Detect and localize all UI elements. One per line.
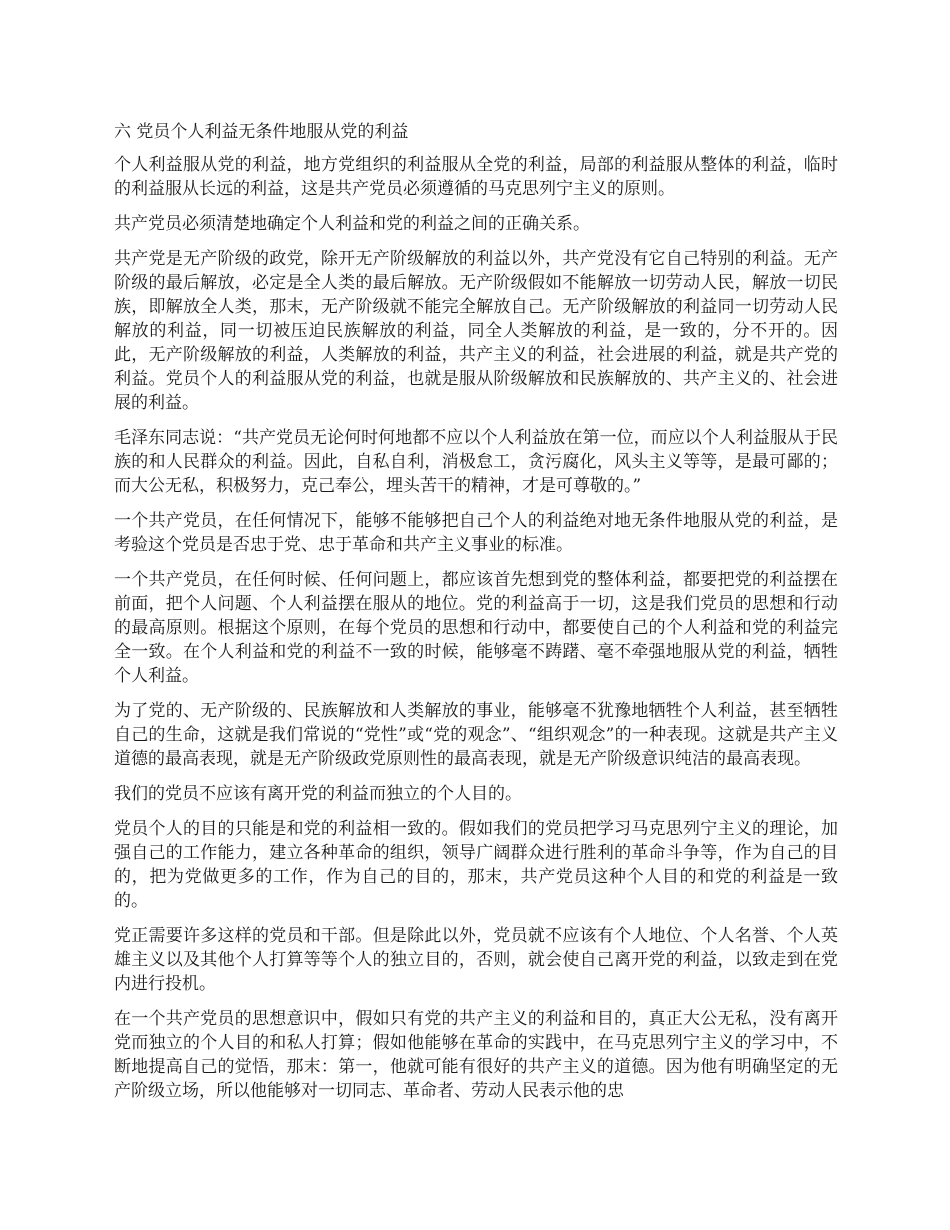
section-title: 六 党员个人利益无条件地服从党的利益	[114, 122, 409, 142]
paragraph-1: 个人利益服从党的利益，地方党组织的利益服从全党的利益，局部的利益服从整体的利益，临时的利益服从长远的利益，这是共产党员必须遵循的马克思列宁主义的原则。	[114, 155, 838, 199]
document-page	[114, 120, 838, 1114]
paragraph-7: 为了党的、无产阶级的、民族解放和人类解放的事业，能够毫不犹豫地牺牲个人利益，甚至牺牲自己的生命，这就是我们常说的“党性”或“党的观念”、“组织观念”的一种表现。这就是共产主义道德的最高表现，就是无产阶级政党原则性的最高表现，就是无产阶级意识纯洁的最高表现。	[114, 701, 838, 769]
paragraph-10: 党正需要许多这样的党员和干部。但是除此以外，党员就不应该有个人地位、个人名誉、个人英雄主义以及其他个人打算等等个人的独立目的，否则，就会使自己离开党的利益，以致走到在党内进行投机。	[114, 926, 838, 994]
paragraph-2: 共产党员必须清楚地确定个人利益和党的利益之间的正确关系。	[114, 214, 590, 234]
paragraph-5: 一个共产党员，在任何情况下，能够不能够把自己个人的利益绝对地无条件地服从党的利益，是考验这个党员是否忠于党、忠于革命和共产主义事业的标准。	[114, 511, 838, 555]
paragraph-9: 党员个人的目的只能是和党的利益相一致的。假如我们的党员把学习马克思列宁主义的理论，加强自己的工作能力，建立各种革命的组织，领导广阔群众进行胜利的革命斗争等，作为自己的目的，把为党做更多的工作，作为自己的目的，那末，共产党员这种个人目的和党的利益是一致的。	[114, 819, 838, 911]
paragraph-4: 毛泽东同志说：“共产党员无论何时何地都不应以个人利益放在第一位，而应以个人利益服从于民族的和人民群众的利益。因此，自私自利，消极怠工，贪污腐化，风头主义等等，是最可鄙的；而大公无私，积极努力，克己奉公，埋头苦干的精神，才是可尊敬的。”	[114, 428, 838, 496]
paragraph-6: 一个共产党员，在任何时候、任何问题上，都应该首先想到党的整体利益，都要把党的利益摆在前面，把个人问题、个人利益摆在服从的地位。党的利益高于一切，这是我们党员的思想和行动的最高原则。根据这个原则，在每个党员的思想和行动中，都要使自己的个人利益和党的利益完全一致。在个人利益和党的利益不一致的时候，能够毫不踌躇、毫不牵强地服从党的利益，牺牲个人利益。	[114, 570, 838, 686]
paragraph-8: 我们的党员不应该有离开党的利益而独立的个人目的。	[114, 784, 522, 804]
paragraph-3: 共产党是无产阶级的政党，除开无产阶级解放的利益以外，共产党没有它自己特别的利益。无产阶级的最后解放，必定是全人类的最后解放。无产阶级假如不能解放一切劳动人民，解放一切民族，即解放全人类，那末，无产阶级就不能完全解放自己。无产阶级解放的利益同一切劳动人民解放的利益，同一切被压迫民族解放的利益，同全人类解放的利益，是一致的，分不开的。因此，无产阶级解放的利益，人类解放的利益，共产主义的利益，社会进展的利益，就是共产党的利益。党员个人的利益服从党的利益，也就是服从阶级解放和民族解放的、共产主义的、社会进展的利益。	[114, 249, 838, 413]
paragraph-11: 在一个共产党员的思想意识中，假如只有党的共产主义的利益和目的，真正大公无私，没有离开党而独立的个人目的和私人打算；假如他能够在革命的实践中，在马克思列宁主义的学习中，不断地提高自己的觉悟，那末：第一，他就可能有很好的共产主义的道德。因为他有明确坚定的无产阶级立场，所以他能够对一切同志、革命者、劳动人民表示他的忠	[114, 1009, 838, 1101]
